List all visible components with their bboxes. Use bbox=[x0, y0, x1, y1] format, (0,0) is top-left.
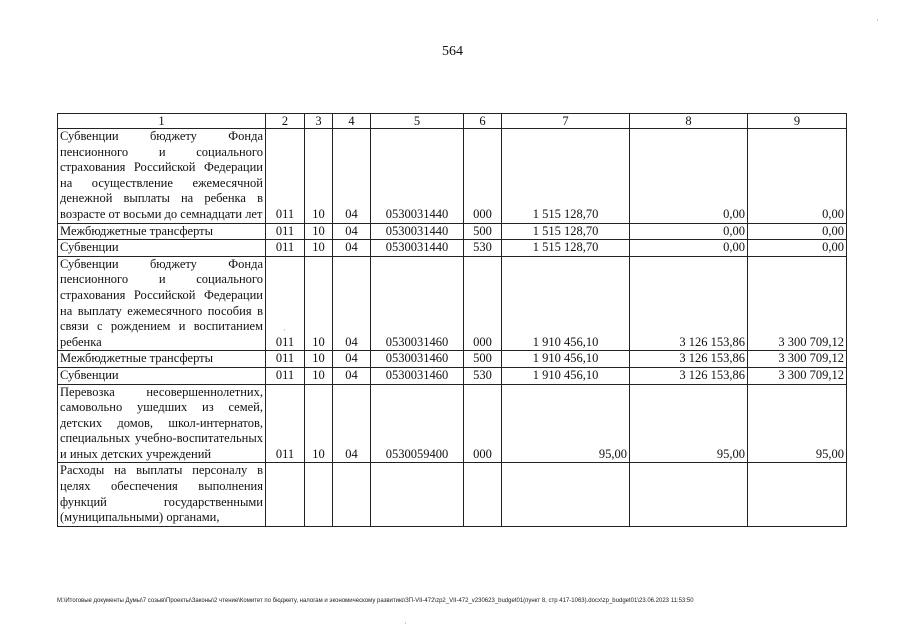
cell-code-5: 0530059400 bbox=[371, 384, 464, 463]
column-header: 4 bbox=[333, 114, 371, 129]
cell-code-2: 011 bbox=[266, 367, 305, 384]
cell-code-4: 04 bbox=[333, 367, 371, 384]
cell-code-6: 000 bbox=[464, 129, 502, 224]
cell-code-4: 04 bbox=[333, 240, 371, 257]
cell-code-6: 500 bbox=[464, 351, 502, 368]
column-header: 3 bbox=[305, 114, 333, 129]
page-number: 564 bbox=[442, 44, 463, 59]
cell-code-5: 0530031460 bbox=[371, 351, 464, 368]
cell-amount-9: 3 300 709,12 bbox=[748, 256, 847, 351]
cell-amount-9: 0,00 bbox=[748, 223, 847, 240]
cell-code-4: 04 bbox=[333, 256, 371, 351]
cell-code-6: 000 bbox=[464, 256, 502, 351]
cell-code-6 bbox=[464, 463, 502, 526]
table-row bbox=[58, 240, 847, 257]
cell-amount-7: 95,00 bbox=[502, 384, 630, 463]
cell-code-3: 10 bbox=[305, 256, 333, 351]
cell-code-5: 0530031460 bbox=[371, 367, 464, 384]
cell-amount-8: 0,00 bbox=[630, 240, 748, 257]
cell-amount-9: 0,00 bbox=[748, 240, 847, 257]
cell-code-4: 04 bbox=[333, 223, 371, 240]
cell-code-4: 04 bbox=[333, 351, 371, 368]
column-header: 6 bbox=[464, 114, 502, 129]
table-row bbox=[58, 384, 847, 463]
table-row bbox=[58, 367, 847, 384]
cell-code-6: 530 bbox=[464, 240, 502, 257]
column-header: 5 bbox=[371, 114, 464, 129]
cell-amount-8: 3 126 153,86 bbox=[630, 256, 748, 351]
cell-code-3: 10 bbox=[305, 129, 333, 224]
table-row bbox=[58, 256, 847, 351]
cell-code-2: 011 bbox=[266, 351, 305, 368]
cell-amount-8: 95,00 bbox=[630, 384, 748, 463]
cell-code-3: 10 bbox=[305, 384, 333, 463]
cell-amount-9 bbox=[748, 463, 847, 526]
cell-amount-9: 3 300 709,12 bbox=[748, 367, 847, 384]
cell-code-3 bbox=[305, 463, 333, 526]
cell-code-6: 530 bbox=[464, 367, 502, 384]
cell-amount-7: 1 515 128,70 bbox=[502, 129, 630, 224]
cell-code-3: 10 bbox=[305, 223, 333, 240]
cell-code-2: 011 bbox=[266, 256, 305, 351]
document-path-footer: M:\Итоговые документы Думы\7 созыв\Проекты\Законы\2 чтение\Комитет по бюджету, налогам и экономическому развитию\ЗП-VII-472\zp2_VII-472_v230623_budget01(пункт 8, стр 417-1063).docx\zp_budget01\23.06.2023 11:53:50 bbox=[57, 598, 694, 604]
cell-amount-8: 0,00 bbox=[630, 223, 748, 240]
cell-amount-9: 0,00 bbox=[748, 129, 847, 224]
cell-code-2 bbox=[266, 463, 305, 526]
cell-code-5: 0530031460 bbox=[371, 256, 464, 351]
row-name: Расходы на выплаты персоналу в целях обеспечения выполнения функций государственными (муниципальными) органами, bbox=[58, 463, 266, 526]
table-row bbox=[58, 351, 847, 368]
cell-code-5: 0530031440 bbox=[371, 240, 464, 257]
cell-code-2: 011 bbox=[266, 129, 305, 224]
cell-code-5 bbox=[371, 463, 464, 526]
cell-code-3: 10 bbox=[305, 351, 333, 368]
scan-speck: · bbox=[876, 16, 879, 25]
table-row bbox=[58, 129, 847, 224]
row-name: Межбюджетные трансферты bbox=[58, 351, 266, 368]
cell-code-4 bbox=[333, 463, 371, 526]
cell-amount-7: 1 910 456,10 bbox=[502, 367, 630, 384]
cell-amount-8 bbox=[630, 463, 748, 526]
row-name: Субвенции bbox=[58, 240, 266, 257]
cell-amount-7: 1 910 456,10 bbox=[502, 256, 630, 351]
cell-code-2: 011 bbox=[266, 223, 305, 240]
cell-amount-8: 3 126 153,86 bbox=[630, 367, 748, 384]
cell-amount-7: 1 910 456,10 bbox=[502, 351, 630, 368]
column-header: 7 bbox=[502, 114, 630, 129]
table-row bbox=[58, 463, 847, 526]
cell-code-3: 10 bbox=[305, 367, 333, 384]
table-header-row bbox=[58, 114, 847, 129]
scan-speck: · bbox=[283, 326, 286, 335]
cell-amount-7: 1 515 128,70 bbox=[502, 223, 630, 240]
row-name: Перевозка несовершеннолетних, самовольно ушедших из семей, детских домов, школ-интернатов, специальных учебно-воспитательных и иных детских учреждений bbox=[58, 384, 266, 463]
cell-code-5: 0530031440 bbox=[371, 129, 464, 224]
column-header: 9 bbox=[748, 114, 847, 129]
cell-code-4: 04 bbox=[333, 129, 371, 224]
row-name: Межбюджетные трансферты bbox=[58, 223, 266, 240]
cell-code-4: 04 bbox=[333, 384, 371, 463]
row-name: Субвенции бюджету Фонда пенсионного и социального страхования Российской Федерации на осуществление ежемесячной денежной выплаты на ребенка в возрасте от восьми до семнадцати лет bbox=[58, 129, 266, 224]
cell-code-2: 011 bbox=[266, 240, 305, 257]
scan-speck: · bbox=[404, 619, 407, 628]
cell-amount-9: 3 300 709,12 bbox=[748, 351, 847, 368]
cell-code-6: 000 bbox=[464, 384, 502, 463]
table-row bbox=[58, 223, 847, 240]
budget-table bbox=[57, 113, 847, 527]
column-header: 1 bbox=[58, 114, 266, 129]
cell-amount-8: 3 126 153,86 bbox=[630, 351, 748, 368]
column-header: 8 bbox=[630, 114, 748, 129]
column-header: 2 bbox=[266, 114, 305, 129]
cell-code-3: 10 bbox=[305, 240, 333, 257]
row-name: Субвенции бюджету Фонда пенсионного и социального страхования Российской Федерации на выплату ежемесячного пособия в связи с рождением и воспитанием ребенка bbox=[58, 256, 266, 351]
cell-amount-7 bbox=[502, 463, 630, 526]
cell-code-5: 0530031440 bbox=[371, 223, 464, 240]
cell-code-2: 011 bbox=[266, 384, 305, 463]
cell-code-6: 500 bbox=[464, 223, 502, 240]
cell-amount-8: 0,00 bbox=[630, 129, 748, 224]
cell-amount-9: 95,00 bbox=[748, 384, 847, 463]
cell-amount-7: 1 515 128,70 bbox=[502, 240, 630, 257]
row-name: Субвенции bbox=[58, 367, 266, 384]
